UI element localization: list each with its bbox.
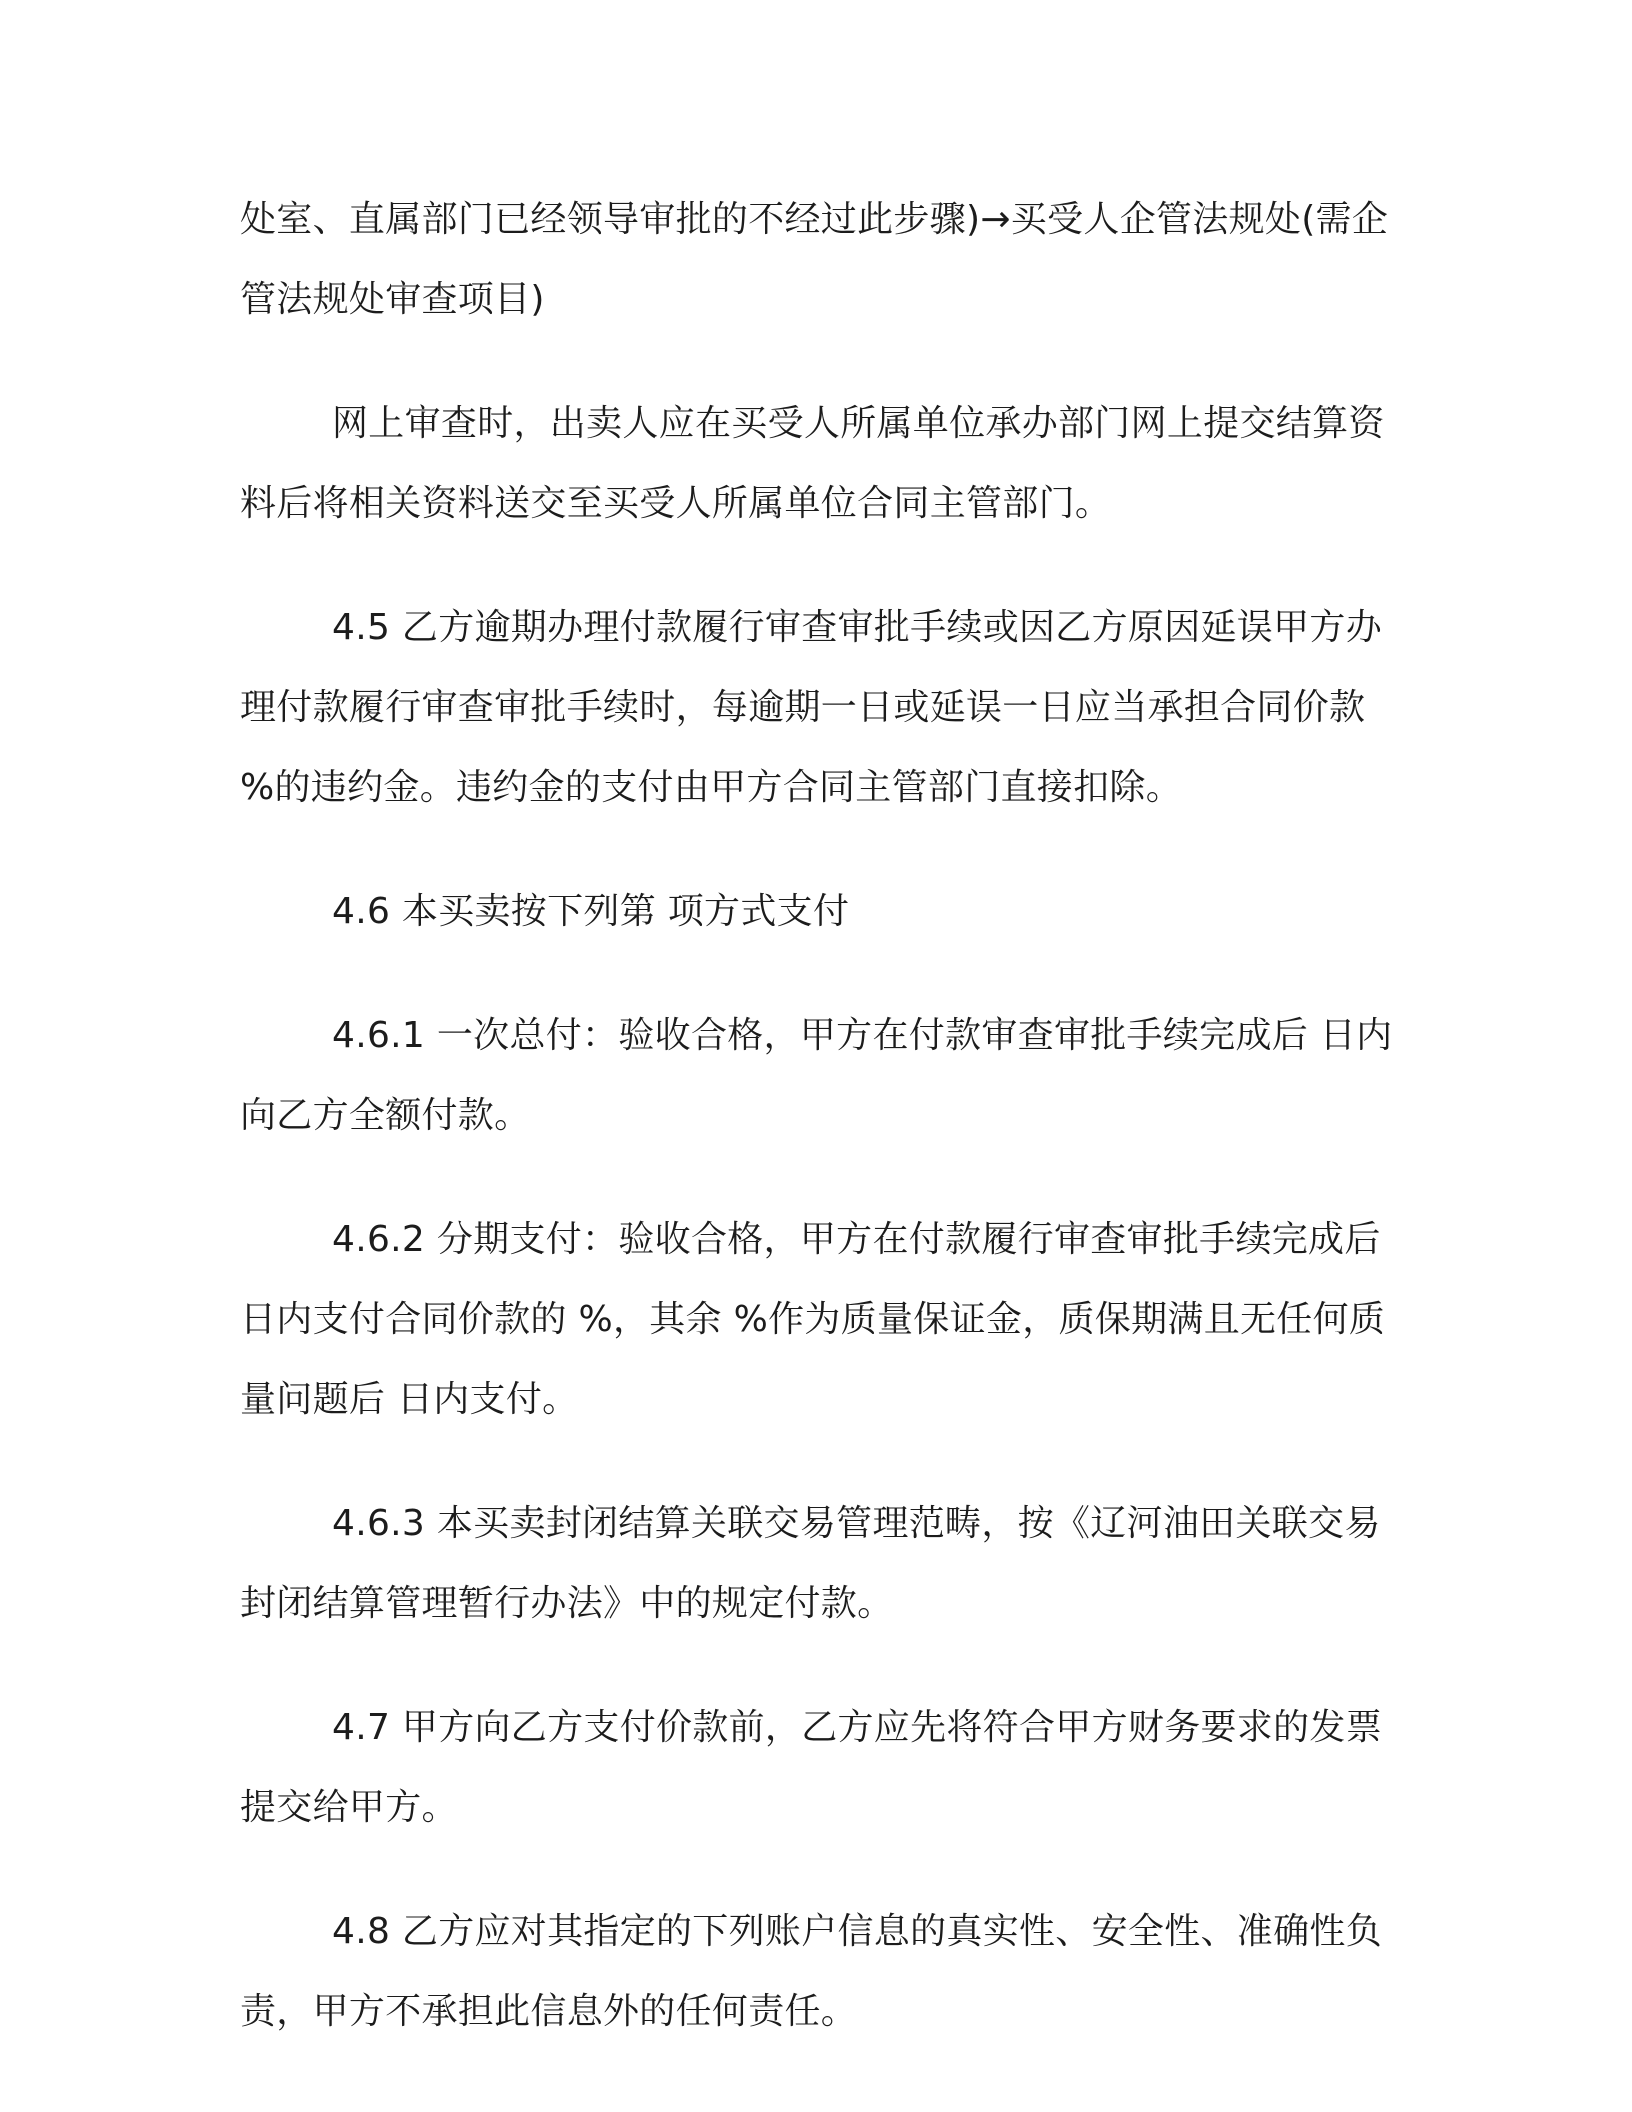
- paragraph-4-6-2: 4.6.2 分期支付：验收合格，甲方在付款履行审查审批手续完成后 日内支付合同价款的 %，其余 %作为质量保证金，质保期满且无任何质量问题后 日内支付。: [240, 1219, 1386, 1420]
- paragraph-4-8: 4.8 乙方应对其指定的下列账户信息的真实性、安全性、准确性负责，甲方不承担此信息外的任何责任。: [240, 1911, 1382, 2032]
- paragraph-4-6-1: 4.6.1 一次总付：验收合格，甲方在付款审查审批手续完成后 日内向乙方全额付款。: [240, 1015, 1393, 1136]
- paragraph-approval-flow: 处室、直属部门已经领导审批的不经过此步骤)→买受人企管法规处(需企管法规处审查项目): [240, 199, 1389, 320]
- paragraph-4-6-3: 4.6.3 本买卖封闭结算关联交易管理范畴，按《辽河油田关联交易封闭结算管理暂行办法》中的规定付款。: [240, 1503, 1381, 1624]
- paragraph-online-review: 网上审查时，出卖人应在买受人所属单位承办部门网上提交结算资料后将相关资料送交至买受人所属单位合同主管部门。: [240, 403, 1385, 524]
- paragraph-4-6: 4.6 本买卖按下列第 项方式支付: [332, 891, 850, 932]
- document-body: [240, 180, 1400, 2096]
- paragraph-4-5: 4.5 乙方逾期办理付款履行审查审批手续或因乙方原因延误甲方办理付款履行审查审批手续时，每逾期一日或延误一日应当承担合同价款 %的违约金。违约金的支付由甲方合同主管部门直接扣除。: [240, 607, 1382, 808]
- paragraph-4-7: 4.7 甲方向乙方支付价款前，乙方应先将符合甲方财务要求的发票提交给甲方。: [240, 1707, 1382, 1828]
